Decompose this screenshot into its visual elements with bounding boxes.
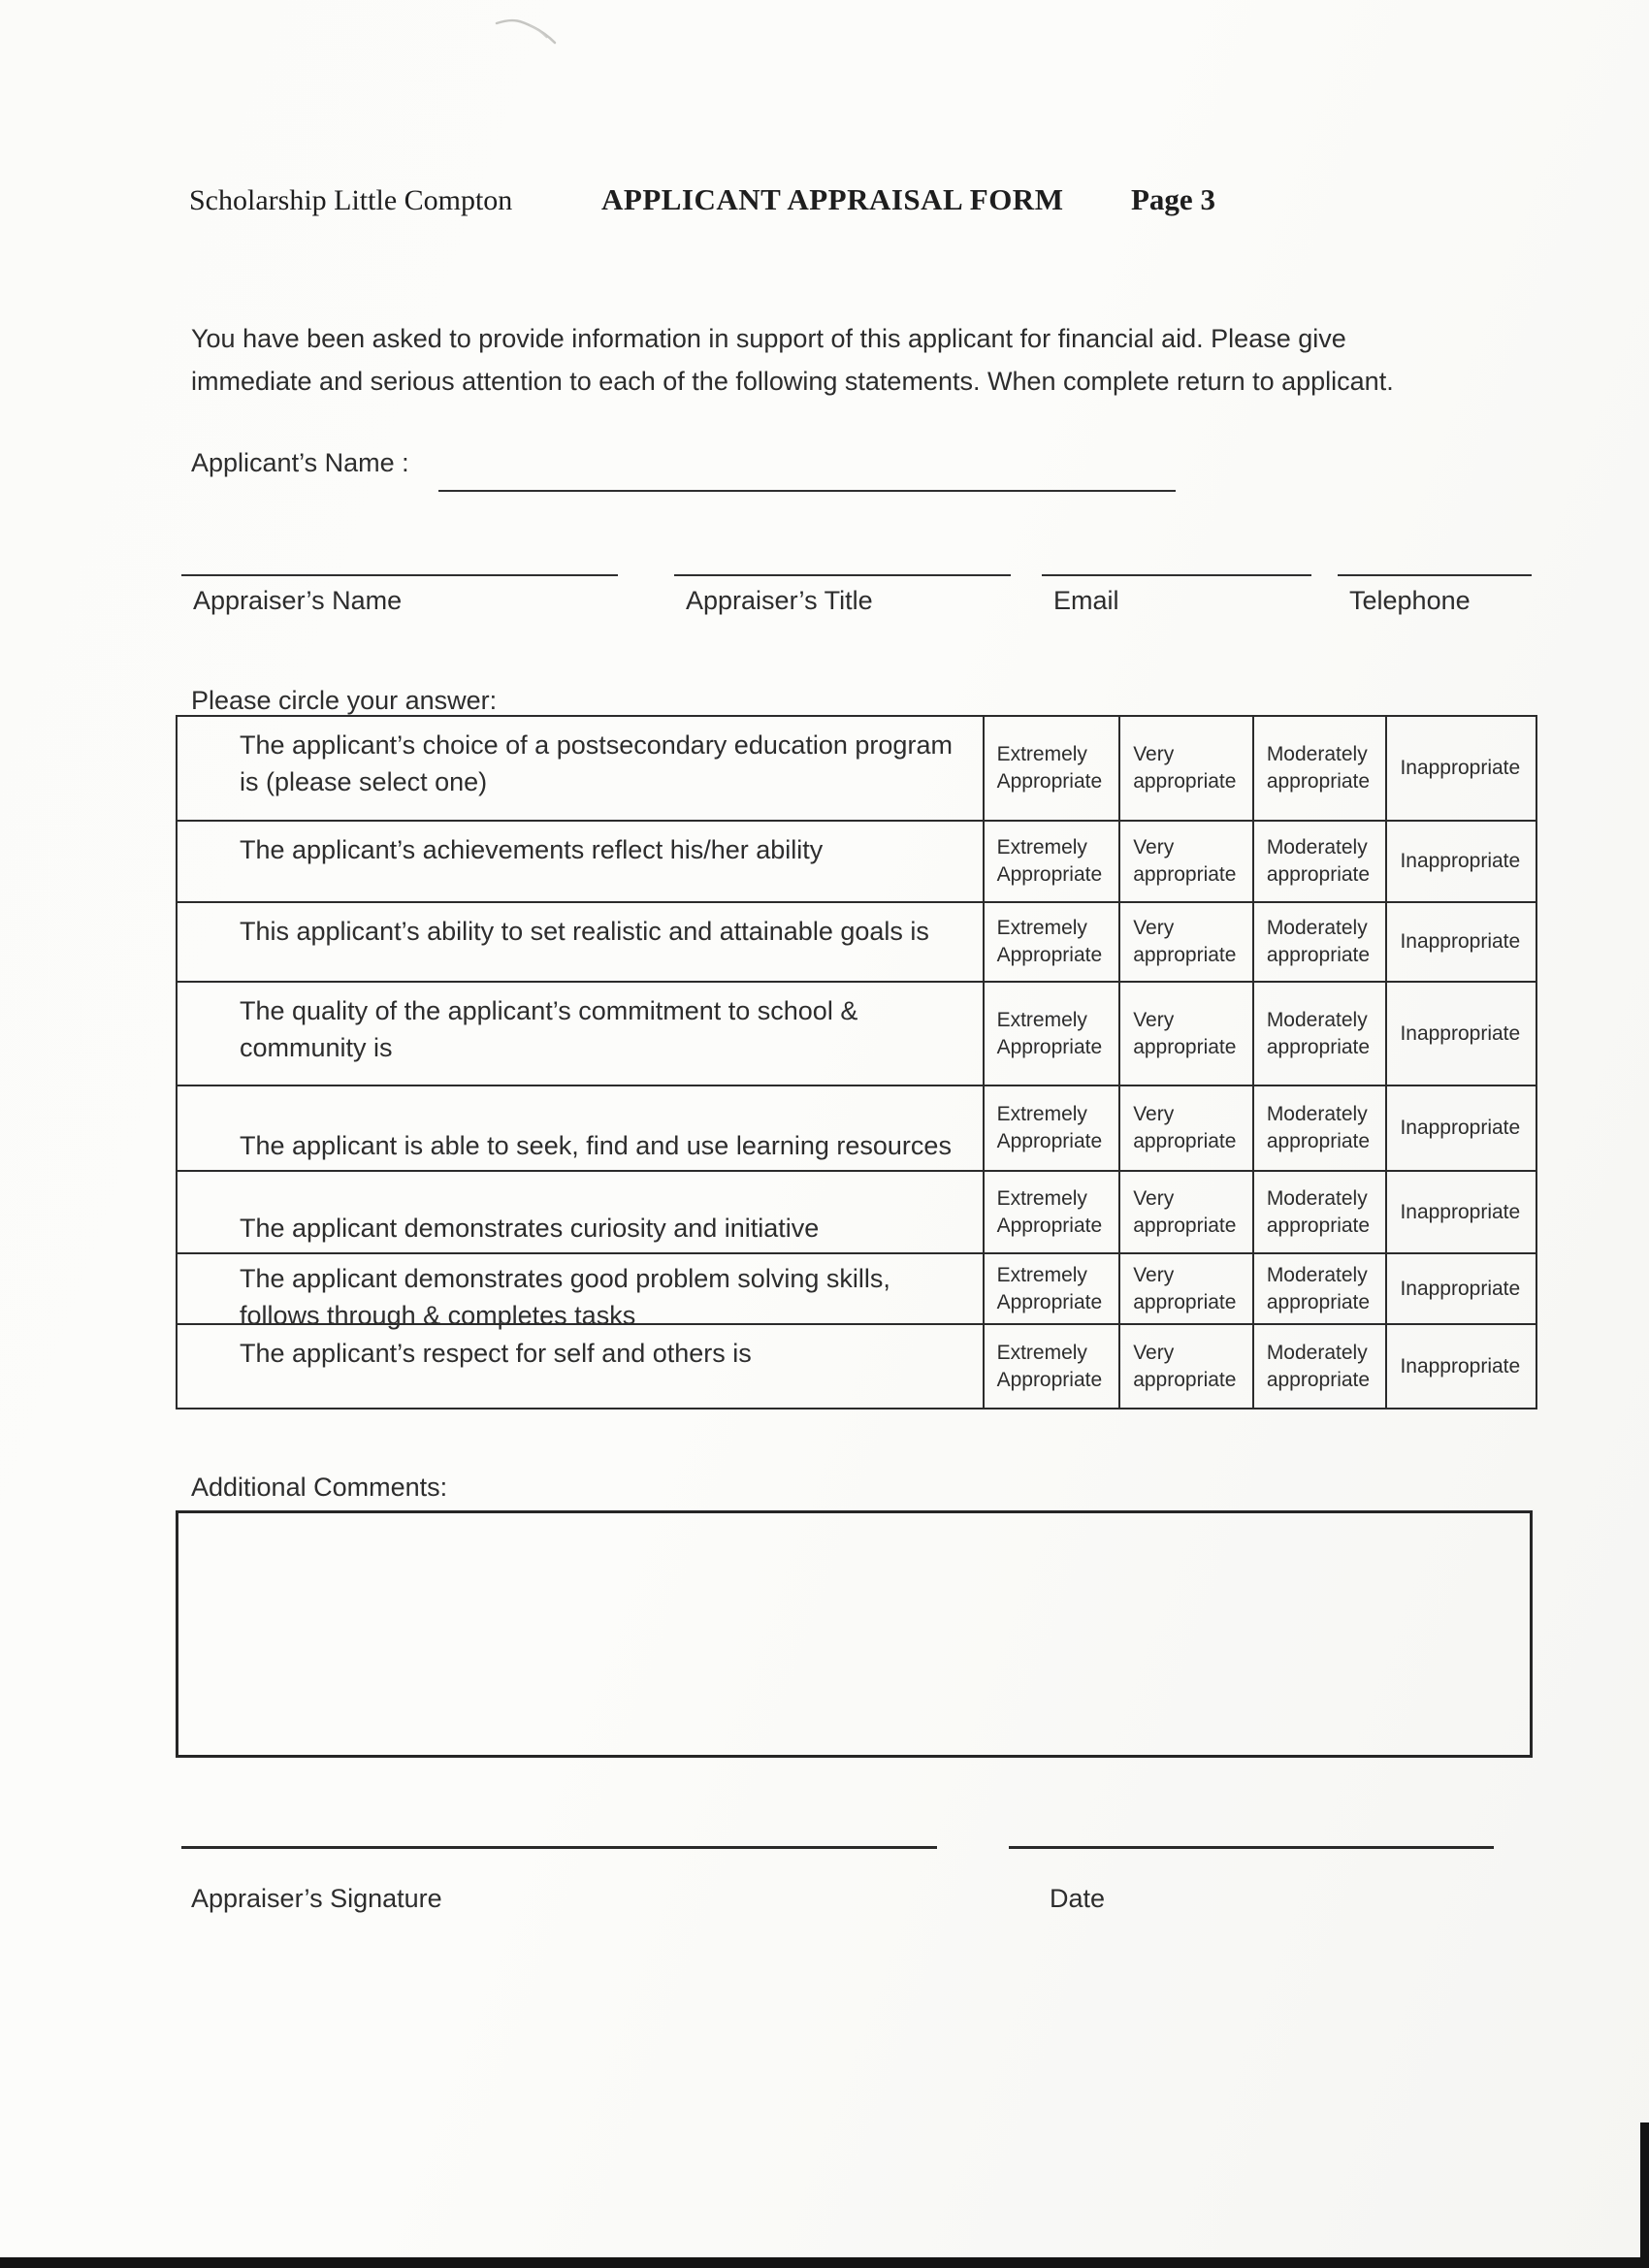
rating-text: Moderately appropriate (1266, 1103, 1371, 1152)
rating-text: Extremely Appropriate (996, 1186, 1103, 1237)
table-row (178, 981, 1536, 1085)
rating-text: Very appropriate (1133, 1186, 1237, 1237)
table-row (178, 717, 1536, 820)
rating-text: Very appropriate (1133, 1103, 1237, 1152)
rating-cell-moderately-appropriate (1252, 903, 1386, 981)
rating-text: Moderately appropriate (1266, 836, 1371, 886)
rating-text: Inappropriate (1400, 850, 1521, 872)
applicant-name-label: Applicant’s Name : (191, 448, 409, 477)
rating-cell-inappropriate (1385, 903, 1536, 981)
email-label: Email (1053, 586, 1119, 615)
rating-text: Moderately appropriate (1266, 1186, 1371, 1237)
rating-text: Moderately appropriate (1266, 917, 1371, 966)
table-row (178, 820, 1536, 901)
rating-cell-extremely-appropriate (983, 1325, 1119, 1408)
appraiser-name-label: Appraiser’s Name (193, 586, 403, 615)
rating-text: Extremely Appropriate (996, 1341, 1103, 1391)
rating-text: Very appropriate (1133, 1008, 1237, 1058)
rating-text: Inappropriate (1400, 930, 1521, 953)
table-row (178, 901, 1536, 981)
rating-text: Very appropriate (1133, 917, 1237, 966)
table-row (178, 1252, 1536, 1330)
statement-text: The applicant’s choice of a postsecondary education program is (please select one) (240, 730, 953, 796)
date-label: Date (1050, 1884, 1106, 1913)
rating-cell-extremely-appropriate (983, 1254, 1119, 1323)
additional-comments-box (176, 1510, 1533, 1758)
statement-text: The applicant demonstrates good problem solving skills, follows through & completes tasks (240, 1264, 890, 1330)
rating-cell-inappropriate (1385, 1254, 1536, 1323)
statement-cell (178, 822, 983, 901)
rating-text: Extremely Appropriate (996, 1263, 1103, 1313)
intro-text: You have been asked to provide information in support of this applicant for financial aid. Please give immediate and serious attention to each of the following statements. When complete return to applicant. (191, 324, 1394, 396)
rating-cell-very-appropriate (1118, 1254, 1252, 1323)
appraiser-signature-label: Appraiser’s Signature (191, 1884, 442, 1913)
rating-cell-inappropriate (1385, 983, 1536, 1085)
rating-text: Very appropriate (1133, 836, 1237, 886)
rating-cell-moderately-appropriate (1252, 1325, 1386, 1408)
rating-cell-inappropriate (1385, 1172, 1536, 1252)
statement-text: The quality of the applicant’s commitment to school & community is (240, 996, 858, 1062)
rating-cell-extremely-appropriate (983, 903, 1119, 981)
form-title: APPLICANT APPRAISAL FORM (601, 182, 1064, 216)
rating-text: Moderately appropriate (1266, 1341, 1371, 1391)
scan-edge-bottom (0, 2257, 1649, 2268)
rating-text: Inappropriate (1400, 1200, 1521, 1223)
rating-cell-inappropriate (1385, 717, 1536, 820)
rating-cell-inappropriate (1385, 1325, 1536, 1408)
page-header (0, 184, 1649, 227)
statement-cell (178, 1086, 983, 1170)
rating-cell-extremely-appropriate (983, 717, 1119, 820)
rating-text: Moderately appropriate (1266, 1008, 1371, 1058)
rating-text: Inappropriate (1400, 1021, 1521, 1045)
rating-text: Very appropriate (1133, 1341, 1237, 1391)
rating-cell-moderately-appropriate (1252, 1254, 1386, 1323)
rating-cell-inappropriate (1385, 822, 1536, 901)
rating-text: Inappropriate (1400, 1354, 1521, 1377)
statement-text: The applicant demonstrates curiosity and initiative (240, 1214, 820, 1243)
rating-cell-very-appropriate (1118, 903, 1252, 981)
rating-cell-moderately-appropriate (1252, 717, 1386, 820)
rating-text: Extremely Appropriate (996, 917, 1103, 966)
rating-text: Extremely Appropriate (996, 743, 1103, 793)
appraisal-table (176, 715, 1537, 1409)
rating-cell-very-appropriate (1118, 1325, 1252, 1408)
rating-cell-extremely-appropriate (983, 983, 1119, 1085)
appraiser-title-field (674, 574, 1011, 616)
email-field (1042, 574, 1311, 616)
statement-text: This applicant’s ability to set realistic and attainable goals is (240, 917, 929, 946)
signature-line (181, 1846, 937, 1849)
organization-name: Scholarship Little Compton (189, 184, 513, 216)
appraiser-title-label: Appraiser’s Title (686, 586, 873, 615)
rating-cell-very-appropriate (1118, 1086, 1252, 1170)
rating-text: Extremely Appropriate (996, 1008, 1103, 1058)
rating-text: Inappropriate (1400, 1277, 1521, 1300)
page-number: Page 3 (1131, 182, 1215, 216)
date-line (1009, 1846, 1494, 1849)
table-row (178, 1323, 1536, 1408)
rating-cell-very-appropriate (1118, 717, 1252, 820)
rating-cell-very-appropriate (1118, 822, 1252, 901)
rating-text: Very appropriate (1133, 743, 1237, 793)
rating-cell-extremely-appropriate (983, 1086, 1119, 1170)
appraiser-name-field (181, 574, 618, 616)
rating-cell-moderately-appropriate (1252, 822, 1386, 901)
statement-cell (178, 717, 983, 820)
table-row (178, 1085, 1536, 1170)
statement-cell (178, 903, 983, 981)
rating-cell-moderately-appropriate (1252, 1086, 1386, 1170)
applicant-name-field (438, 490, 1176, 492)
rating-text: Inappropriate (1400, 757, 1521, 779)
rating-text: Extremely Appropriate (996, 836, 1103, 886)
rating-cell-very-appropriate (1118, 983, 1252, 1085)
rating-cell-extremely-appropriate (983, 822, 1119, 901)
telephone-field (1338, 574, 1532, 616)
additional-comments-label: Additional Comments: (191, 1473, 448, 1502)
rating-cell-inappropriate (1385, 1086, 1536, 1170)
rating-cell-moderately-appropriate (1252, 1172, 1386, 1252)
rating-text: Inappropriate (1400, 1117, 1521, 1139)
statement-text: The applicant’s respect for self and others is (240, 1339, 752, 1368)
statement-text: The applicant’s achievements reflect his/her ability (240, 835, 824, 864)
statement-cell (178, 1172, 983, 1252)
statement-text: The applicant is able to seek, find and use learning resources (240, 1131, 952, 1160)
statement-cell (178, 1254, 983, 1330)
scan-edge-right (1640, 2122, 1649, 2268)
statement-cell (178, 983, 983, 1085)
rating-text: Very appropriate (1133, 1263, 1237, 1313)
telephone-label: Telephone (1349, 586, 1471, 615)
rating-cell-extremely-appropriate (983, 1172, 1119, 1252)
table-row (178, 1170, 1536, 1252)
pen-mark (485, 10, 572, 53)
instruction-text: Please circle your answer: (191, 686, 498, 715)
rating-text: Extremely Appropriate (996, 1103, 1103, 1152)
rating-text: Moderately appropriate (1266, 743, 1371, 793)
rating-text: Moderately appropriate (1266, 1263, 1371, 1313)
rating-cell-moderately-appropriate (1252, 983, 1386, 1085)
statement-cell (178, 1325, 983, 1408)
rating-cell-very-appropriate (1118, 1172, 1252, 1252)
